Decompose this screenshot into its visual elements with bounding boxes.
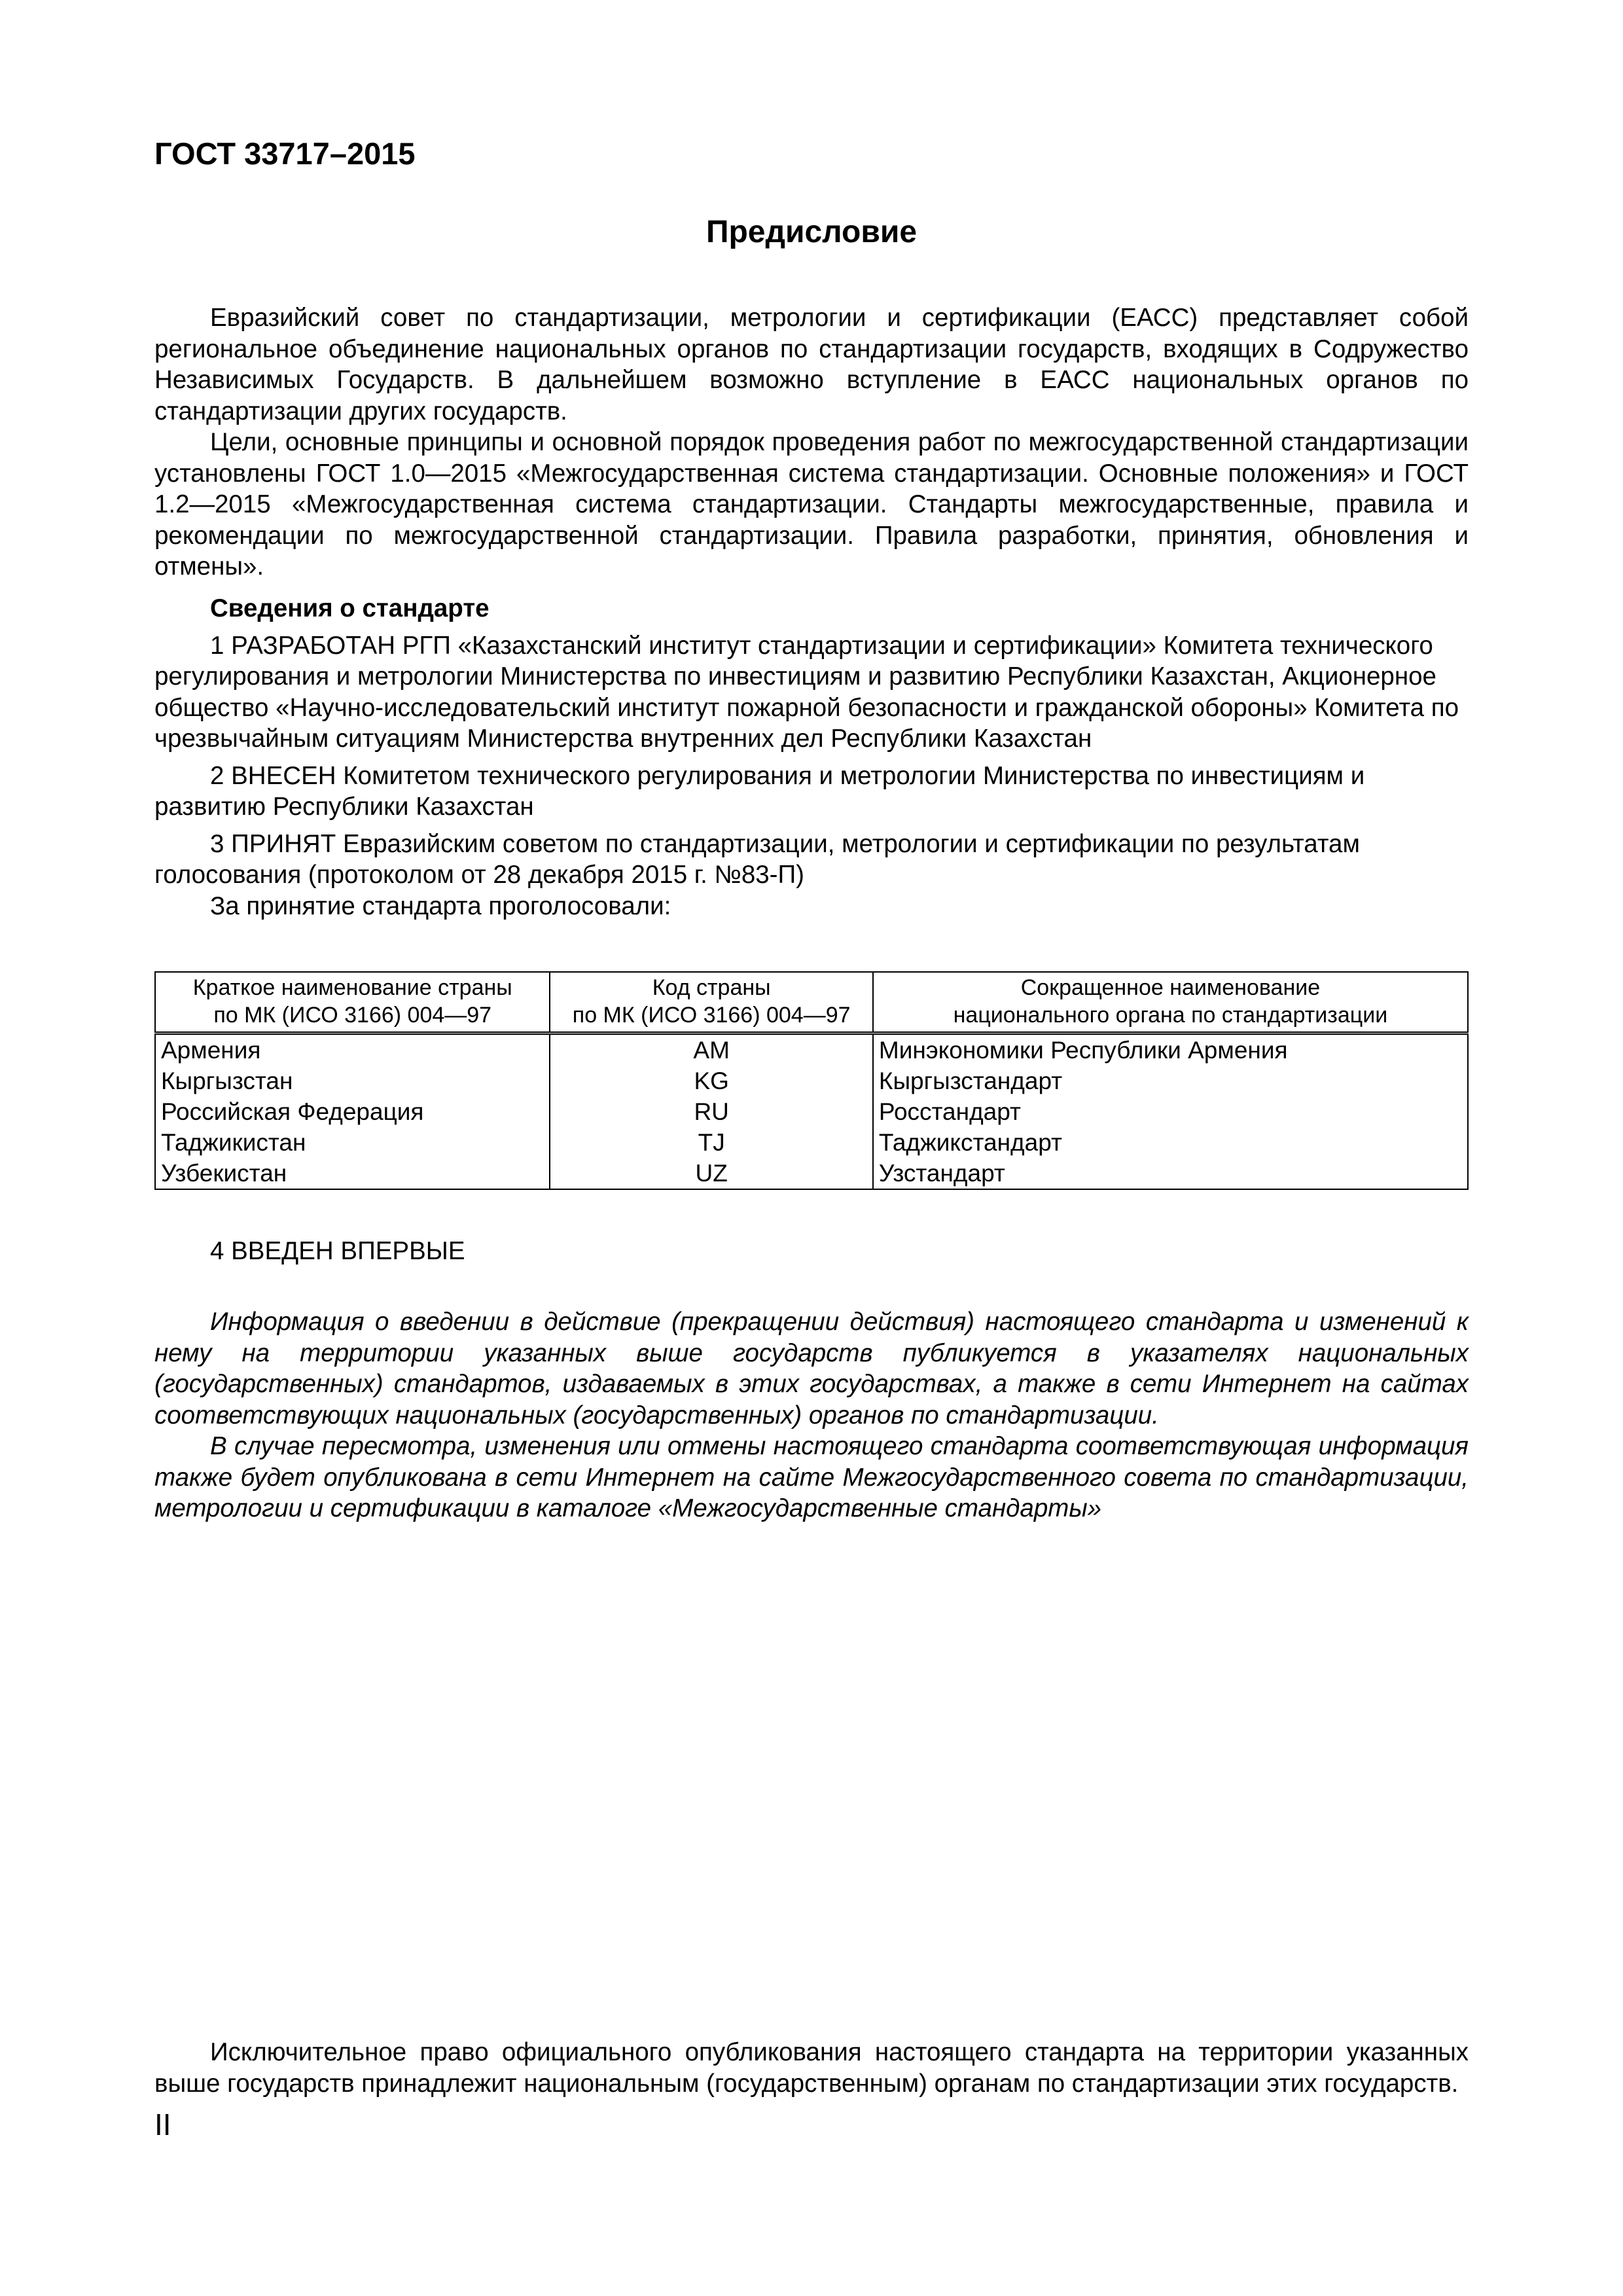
standards-body: Кыргызстандарт	[873, 1066, 1468, 1096]
document-code: ГОСТ 33717–2015	[154, 136, 416, 171]
country-code: RU	[550, 1096, 872, 1127]
page-number: II	[154, 2108, 171, 2142]
country-code: UZ	[550, 1158, 872, 1189]
country-name: Таджикистан	[155, 1127, 550, 1158]
standard-details-section	[154, 593, 1469, 922]
country-code: AM	[550, 1033, 872, 1066]
rights-section	[154, 2037, 1469, 2099]
details-item-developed: 1 РАЗРАБОТАН РГП «Казахстанский институт стандартизации и сертификации» Комитета технического регулирования и метрологии Министерства по инвестициям и развитию Республики Казахстан, Акционерное общество «Научно-исследовательский институт пожарной безопасности и гражданской обороны» Комитета по чрезвычайным ситуациям Министерства внутренних дел Республики Казахстан	[154, 631, 1459, 753]
country-code: TJ	[550, 1127, 872, 1158]
standards-body: Росстандарт	[873, 1096, 1468, 1127]
info-paragraph-2: В случае пересмотра, изменения или отмены настоящего стандарта соответствующая информация также будет опубликована в сети Интернет на сайте Межгосударственного совета по стандартизации, метрологии и сертификации в каталоге «Межгосударственные стандарты»	[154, 1432, 1469, 1522]
foreword-section	[154, 302, 1469, 583]
country-code: KG	[550, 1066, 872, 1096]
page-title: Предисловие	[705, 215, 918, 249]
foreword-paragraph-2: Цели, основные принципы и основной порядок проведения работ по межгосударственной стандартизации установлены ГОСТ 1.0—2015 «Межгосударственная система стандартизации. Основные положения» и ГОСТ 1.2—2015 «Межгосударственная система стандартизации. Стандарты межгосударственные, правила и рекомендации по межгосударственной стандартизации. Правила разработки, принятия, обновления и отмены».	[154, 428, 1469, 581]
rights-paragraph: Исключительное право официального опубликования настоящего стандарта на территории указанных выше государств принадлежит национальным (государственным) органам по стандартизации этих государств.	[154, 2038, 1469, 2098]
details-item-adopted: 3 ПРИНЯТ Евразийским советом по стандартизации, метрологии и сертификации по результатам голосования (протоколом от 28 декабря 2015 г. №83-П)	[154, 829, 1360, 889]
publication-info-section	[154, 1306, 1469, 1524]
table-row	[155, 1096, 1468, 1127]
header-country-code: Код страны по МК (ИСО 3166) 004—97	[550, 972, 872, 1033]
details-item-introduced: 2 ВНЕСЕН Комитетом технического регулирования и метрологии Министерства по инвестициям и развитию Республики Казахстан	[154, 761, 1365, 821]
country-name: Кыргызстан	[155, 1066, 550, 1096]
country-name: Узбекистан	[155, 1158, 550, 1189]
standards-body: Минэкономики Республики Армения	[873, 1033, 1468, 1066]
details-item-first-introduced: 4 ВВЕДЕН ВПЕРВЫЕ	[210, 1237, 465, 1265]
info-paragraph-1: Информация о введении в действие (прекращении действия) настоящего стандарта и изменений к нему на территории указанных выше государств публикуется в указателях национальных (государственных) стандартов, издаваемых в этих государствах, а также в сети Интернет на сайтах соответствующих национальных (государственных) органов по стандартизации.	[154, 1308, 1469, 1429]
header-country-name: Краткое наименование страны по МК (ИСО 3166) 004—97	[155, 972, 550, 1033]
voting-countries-table	[154, 971, 1469, 1190]
table-row	[155, 1066, 1468, 1096]
details-heading: Сведения о стандарте	[210, 594, 490, 622]
table-row	[155, 1033, 1468, 1066]
standards-body: Таджикстандарт	[873, 1127, 1468, 1158]
table-row	[155, 1127, 1468, 1158]
table-row	[155, 1158, 1468, 1189]
country-name: Российская Федерация	[155, 1096, 550, 1127]
country-name: Армения	[155, 1033, 550, 1066]
table-header-row	[155, 972, 1468, 1033]
voted-label: За принятие стандарта проголосовали:	[210, 891, 671, 920]
foreword-paragraph-1: Евразийский совет по стандартизации, метрологии и сертификации (ЕАСС) представляет собой региональное объединение национальных органов по стандартизации государств, входящих в Содружество Независимых Государств. В дальнейшем возможно вступление в ЕАСС национальных органов по стандартизации других государств.	[154, 304, 1469, 425]
first-introduced-section	[154, 1236, 1469, 1267]
header-standards-body: Сокращенное наименование национального органа по стандартизации	[873, 972, 1468, 1033]
standards-body: Узстандарт	[873, 1158, 1468, 1189]
